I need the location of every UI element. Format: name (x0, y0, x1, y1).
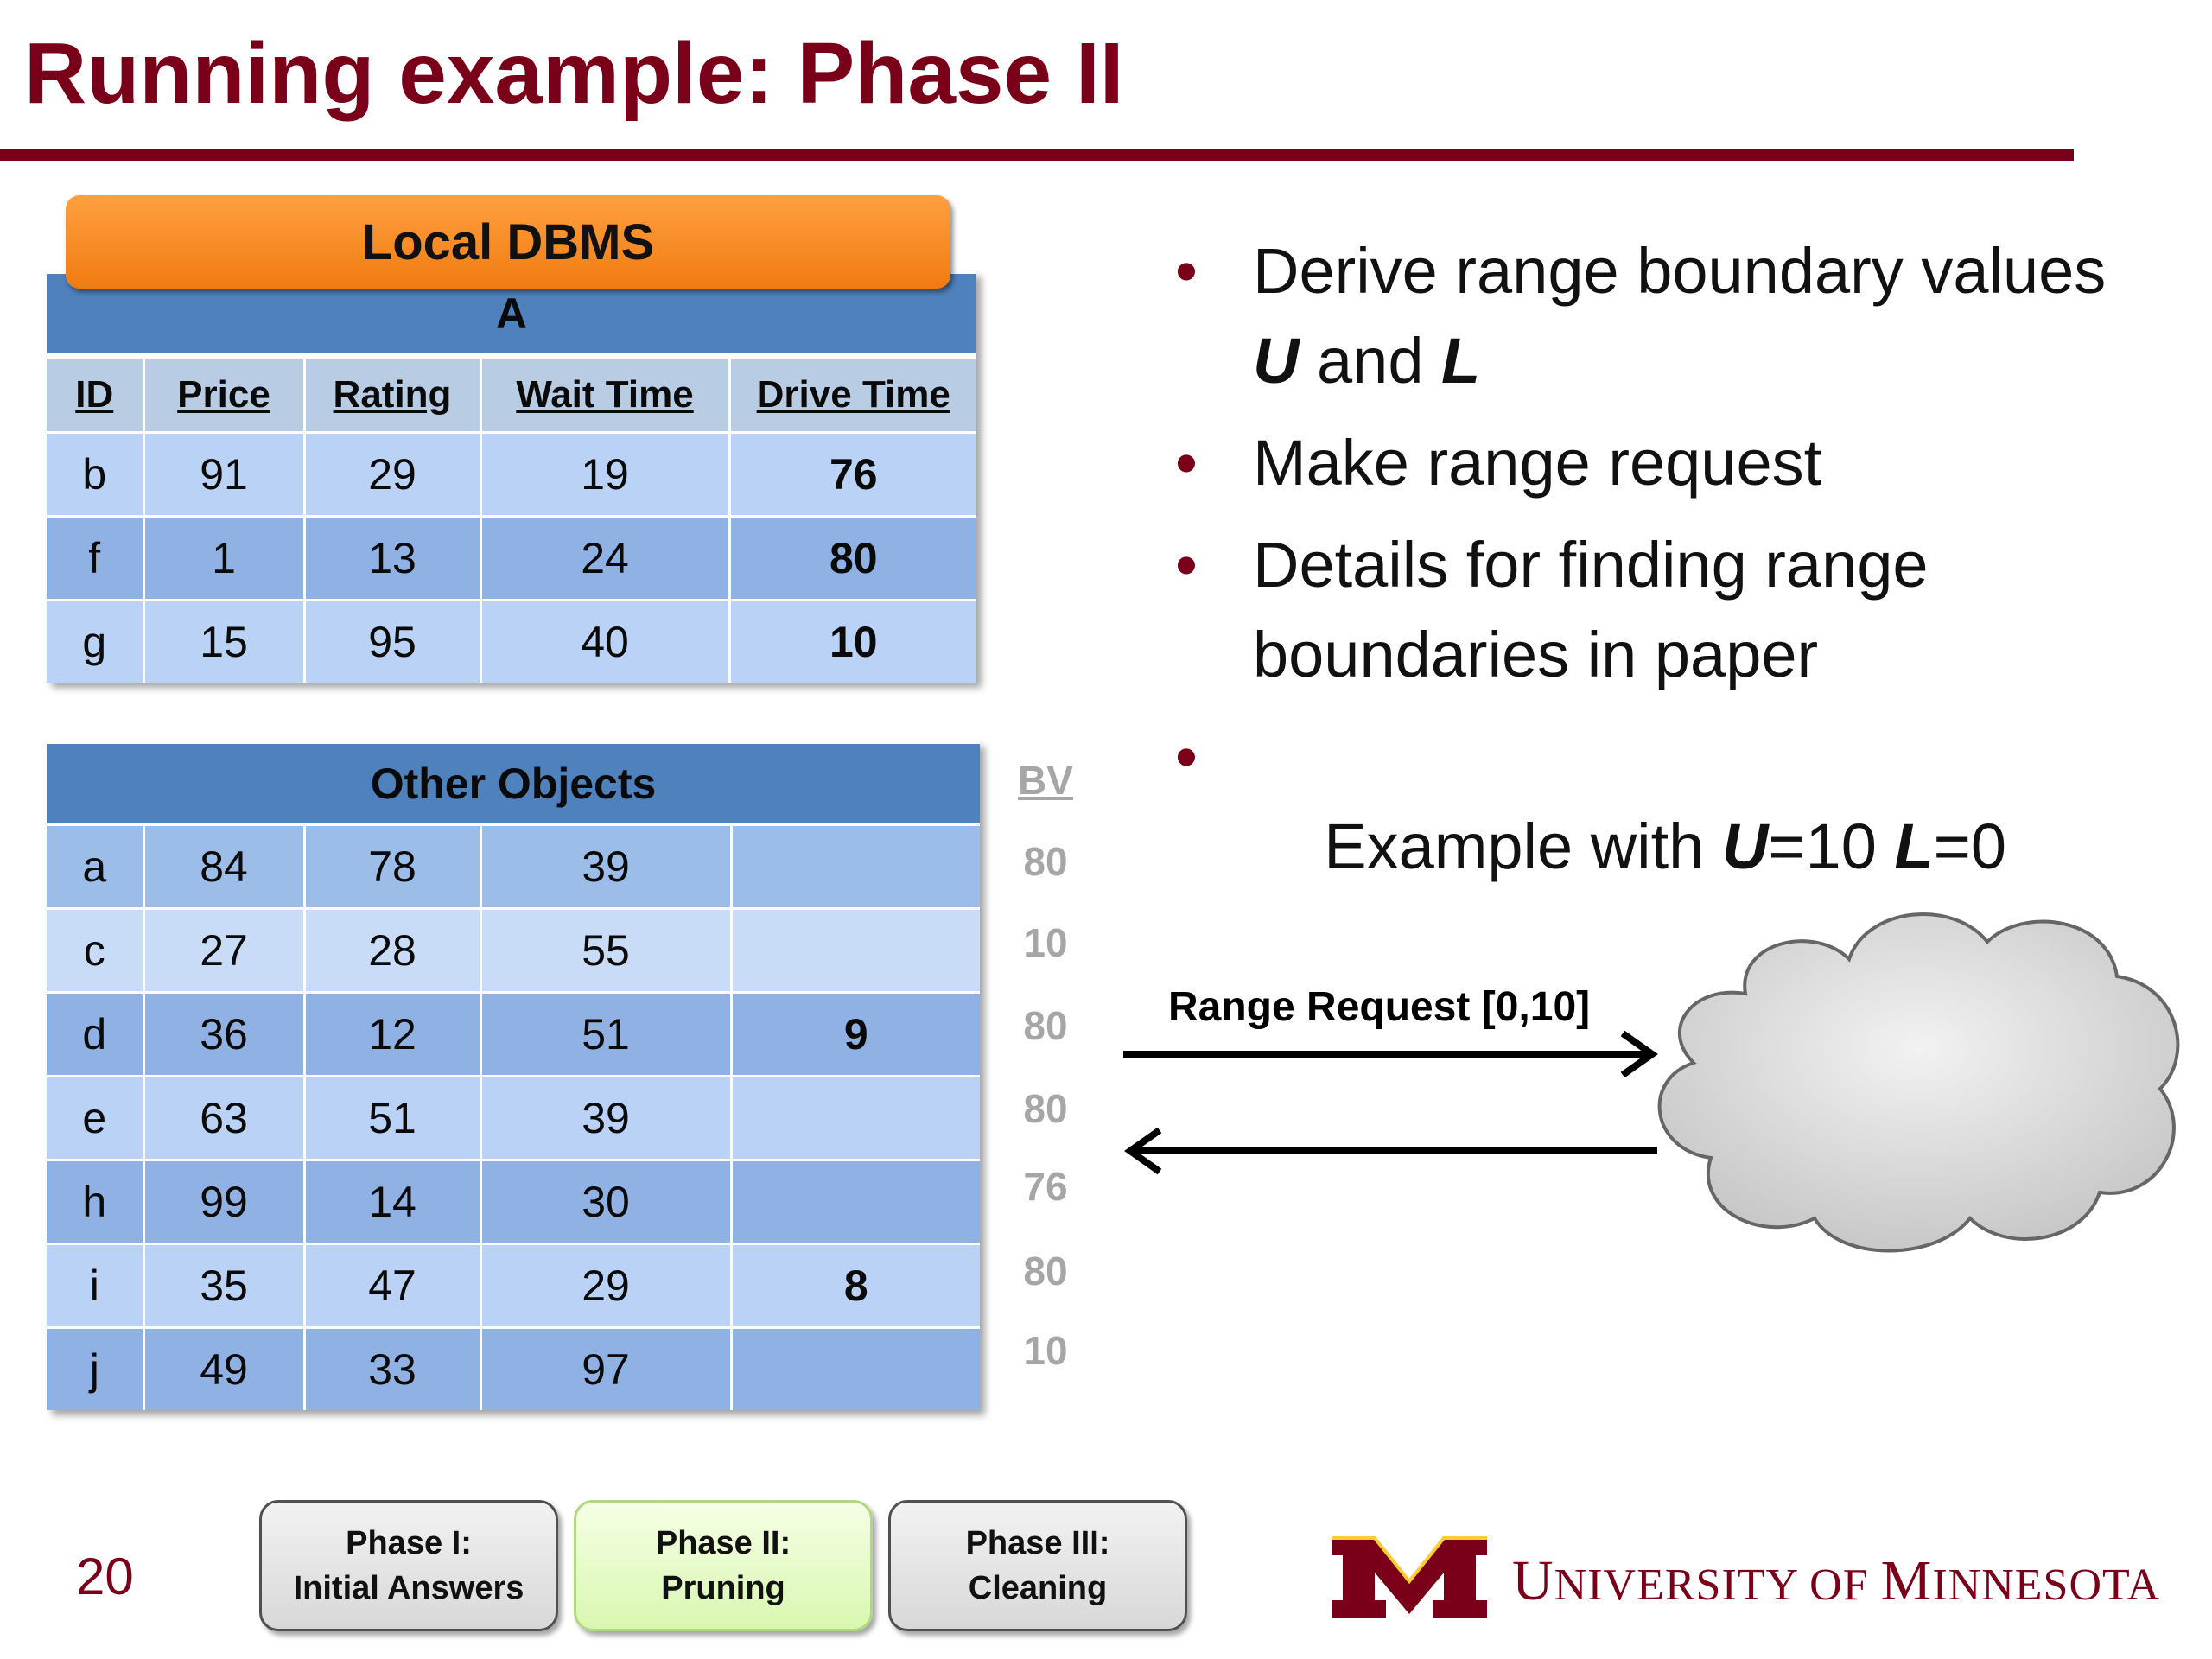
cell-rating: 28 (304, 909, 480, 993)
cell-price: 91 (143, 433, 304, 517)
phase-3-line2: Cleaning (968, 1570, 1108, 1606)
cell-rating: 13 (304, 517, 480, 601)
bullet-text: Derive range boundary values (1253, 235, 2107, 307)
var-l: L (1441, 325, 1481, 397)
table-row (47, 1077, 980, 1160)
cell-price: 63 (143, 1077, 304, 1160)
bullet-text: and (1299, 325, 1442, 397)
cell-drive-time: 8 (731, 1244, 980, 1328)
column-header-id: ID (47, 356, 143, 433)
bullet-item (1166, 226, 2203, 406)
title-divider (0, 149, 2074, 161)
range-request-label: Range Request [0,10] (1168, 984, 1591, 1030)
table-row (47, 601, 976, 683)
cell-drive-time (731, 909, 980, 993)
cell-wait-time: 30 (480, 1160, 731, 1244)
phase-2-line2: Pruning (661, 1570, 785, 1606)
bullet-text: boundaries in paper (1253, 619, 1819, 690)
cell-rating: 78 (304, 825, 480, 909)
phase-3-line1: Phase III: (965, 1525, 1110, 1561)
cell-wait-time: 24 (480, 517, 729, 601)
table-row (47, 825, 980, 909)
cell-rating: 47 (304, 1244, 480, 1328)
bullet-item (1166, 520, 2203, 700)
university-m-logo-icon (1327, 1529, 1491, 1624)
column-header-rating: Rating (304, 356, 480, 433)
university-word: OF (1797, 1560, 1881, 1610)
table-row (47, 909, 980, 993)
cell-price: 35 (143, 1244, 304, 1328)
phase-1-line2: Initial Answers (293, 1570, 524, 1606)
column-header-wait-time: Wait Time (480, 356, 729, 433)
bv-header: BV (1018, 758, 1073, 803)
table-other-objects (47, 741, 980, 1410)
cell-drive-time: 80 (729, 517, 976, 601)
bullet-text: =0 (1933, 810, 2006, 882)
cell-id: c (47, 909, 143, 993)
cell-price: 49 (143, 1328, 304, 1411)
university-letter: U (1512, 1549, 1554, 1612)
cell-id: d (47, 993, 143, 1077)
request-arrows (1115, 1020, 1668, 1175)
cell-wait-time: 29 (480, 1244, 731, 1328)
table-a (47, 271, 976, 683)
cell-price: 84 (143, 825, 304, 909)
bullet-text: Details for finding range (1253, 529, 1929, 601)
cell-id: i (47, 1244, 143, 1328)
cell-wait-time: 39 (480, 1077, 731, 1160)
local-dbms-banner: Local DBMS (66, 195, 950, 289)
university-word: INNESOTA (1932, 1560, 2161, 1610)
cell-wait-time: 97 (480, 1328, 731, 1411)
phase-2-button[interactable] (574, 1500, 873, 1631)
table-row (47, 1328, 980, 1411)
column-header-drive-time: Drive Time (729, 356, 976, 433)
table-row (47, 1244, 980, 1328)
column-header-price: Price (143, 356, 304, 433)
arrow-right-icon (1123, 1033, 1652, 1075)
university-letter: M (1880, 1549, 1933, 1612)
cell-id: f (47, 517, 143, 601)
university-name (1512, 1548, 2160, 1614)
cell-drive-time (731, 1328, 980, 1411)
table-row (47, 993, 980, 1077)
cell-price: 1 (143, 517, 304, 601)
cell-price: 99 (143, 1160, 304, 1244)
university-word: NIVERSITY (1554, 1560, 1798, 1610)
cell-id: j (47, 1328, 143, 1411)
table-row (47, 517, 976, 601)
table-a-title: A (47, 273, 976, 357)
cell-rating: 33 (304, 1328, 480, 1411)
cell-id: e (47, 1077, 143, 1160)
bullet-list (1166, 226, 2203, 994)
cell-wait-time: 19 (480, 433, 729, 517)
bv-value: 76 (1023, 1164, 1068, 1209)
cell-price: 36 (143, 993, 304, 1077)
bullet-text: Make range request (1253, 427, 1822, 499)
cell-wait-time: 39 (480, 825, 731, 909)
bullet-text: Example with (1324, 810, 1722, 882)
cloud-icon (1642, 890, 2203, 1270)
phase-3-button[interactable] (888, 1500, 1187, 1631)
phase-2-line1: Phase II: (655, 1525, 791, 1561)
bv-value: 80 (1023, 1249, 1068, 1294)
var-l: L (1894, 810, 1934, 882)
cell-drive-time: 76 (729, 433, 976, 517)
cell-id: a (47, 825, 143, 909)
cell-rating: 95 (304, 601, 480, 683)
cell-id: h (47, 1160, 143, 1244)
cell-drive-time: 10 (729, 601, 976, 683)
bullet-text: =10 (1768, 810, 1895, 882)
bullet-item (1166, 418, 2203, 508)
cell-rating: 29 (304, 433, 480, 517)
var-u: U (1253, 325, 1300, 397)
bv-value: 80 (1023, 1003, 1068, 1048)
cell-price: 15 (143, 601, 304, 683)
cell-drive-time (731, 1077, 980, 1160)
cell-drive-time: 9 (731, 993, 980, 1077)
cell-wait-time: 51 (480, 993, 731, 1077)
var-u: U (1721, 810, 1769, 882)
cell-drive-time (731, 825, 980, 909)
cell-wait-time: 40 (480, 601, 729, 683)
slide-title: Running example: Phase II (24, 25, 1124, 122)
bv-value: 10 (1023, 1328, 1068, 1373)
cell-rating: 51 (304, 1077, 480, 1160)
page-number: 20 (76, 1548, 134, 1605)
table-row (47, 1160, 980, 1244)
bv-value: 10 (1023, 920, 1068, 965)
table-other-title: Other Objects (47, 743, 980, 825)
cell-id: b (47, 433, 143, 517)
table-row (47, 433, 976, 517)
cell-id: g (47, 601, 143, 683)
cell-rating: 14 (304, 1160, 480, 1244)
phase-1-line1: Phase I: (346, 1525, 472, 1561)
bv-value: 80 (1023, 1086, 1068, 1131)
cell-rating: 12 (304, 993, 480, 1077)
phase-1-button[interactable] (259, 1500, 558, 1631)
bv-value: 80 (1023, 839, 1068, 884)
cell-wait-time: 55 (480, 909, 731, 993)
cell-drive-time (731, 1160, 980, 1244)
cell-price: 27 (143, 909, 304, 993)
arrow-left-icon (1130, 1130, 1657, 1172)
